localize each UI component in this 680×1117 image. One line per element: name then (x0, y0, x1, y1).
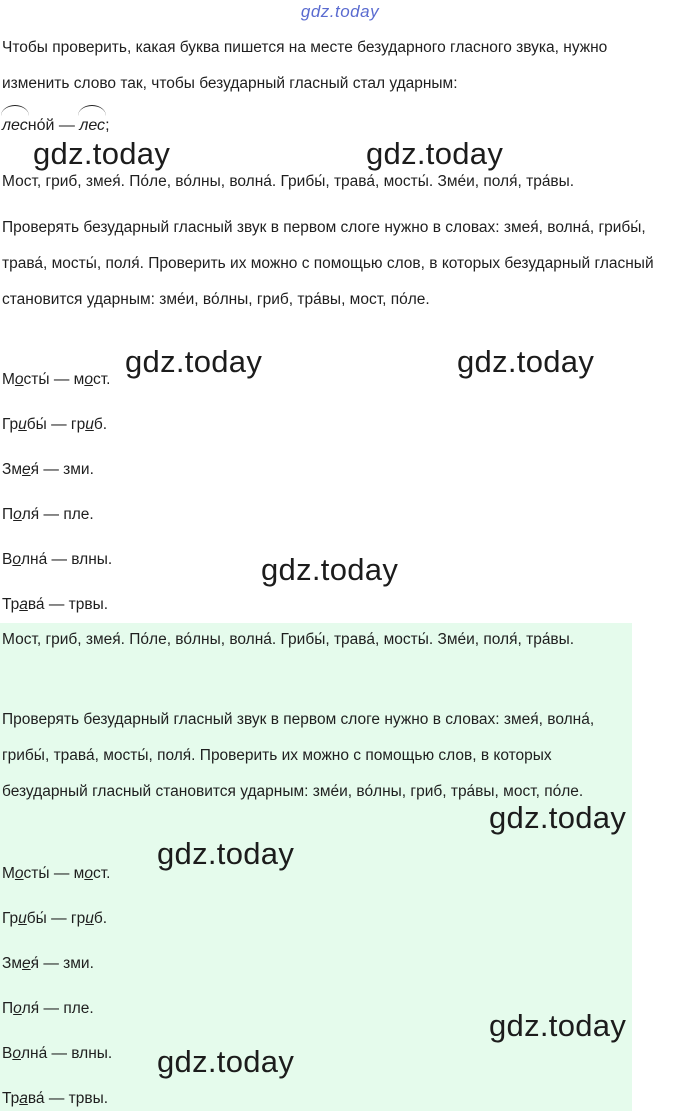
checked-vowel: о (12, 551, 21, 568)
checked-vowel: о (13, 1000, 22, 1017)
checked-vowel: а (19, 596, 28, 613)
checked-vowel: о (84, 371, 93, 388)
pair-text: П (2, 1000, 14, 1017)
checked-vowel: а (19, 1090, 28, 1107)
checked-vowel: и (85, 416, 94, 433)
pair-text: ва́ — трвы. (27, 1090, 109, 1107)
check-pair (2, 542, 112, 578)
intro-text: Чтобы проверить, какая буква пишется на месте безударного гласного звука, нужно изменить слово так, чтобы безударный гласный стал ударным: (2, 39, 608, 92)
checked-vowel: о (14, 371, 24, 388)
s2-explain: Проверять безударный гласный звук в первом слоге нужно в словах: змея́, волна́, грибы́, трава́, мосты́, поля́. Проверить их можно с помощью слов, в которых безударный гласный становится ударным: зме́и, во́лны, гриб, тра́вы, мост, по́ле. (2, 711, 595, 800)
pair-text: ва́ — трвы. (27, 596, 109, 613)
checked-vowel: и (85, 910, 94, 927)
pair-text: В (2, 551, 13, 568)
watermark: gdz.today (157, 836, 295, 871)
check-pair (2, 362, 110, 398)
watermark: gdz.today (489, 1008, 627, 1043)
pair-text: Тр (2, 596, 20, 613)
pair-text: Гр (2, 416, 19, 433)
pair-text: ля́ — пле. (21, 506, 94, 523)
check-pair (2, 901, 107, 937)
pair-text: ст. (92, 371, 111, 388)
pair-text: Зм (2, 461, 23, 478)
checked-vowel: и (18, 416, 27, 433)
pair-text: В (2, 1045, 13, 1062)
watermark: gdz.today (33, 136, 171, 171)
pair-text: лна́ — влны. (20, 551, 113, 568)
watermark: gdz.today (157, 1044, 295, 1079)
s1-words: Мост, гриб, змея́. По́ле, во́лны, волна́. Грибы́, трава́, мосты́. Зме́и, поля́, тра́вы. (2, 173, 575, 190)
pair-text: бы́ — гр (26, 416, 86, 433)
example-ending: но́й (27, 117, 55, 134)
checked-vowel: о (14, 865, 24, 882)
check-pair (2, 1081, 108, 1117)
check-pair (2, 587, 108, 623)
check-pair (2, 407, 107, 443)
example-end: ; (105, 117, 110, 134)
check-pair (2, 991, 94, 1027)
watermark: gdz.today (261, 552, 399, 587)
check-pair (2, 1036, 112, 1072)
check-pair (2, 946, 94, 982)
pair-text: ля́ — пле. (21, 1000, 94, 1017)
pair-text: б. (93, 416, 107, 433)
header-watermark: gdz.today (300, 2, 380, 21)
pair-text: Тр (2, 1090, 20, 1107)
pair-text: М (2, 371, 15, 388)
pair-text: сты́ — м (23, 865, 85, 882)
watermark: gdz.today (457, 344, 595, 379)
pair-text: я́ — зми. (30, 955, 94, 972)
example-dash: — (54, 117, 80, 134)
pair-text: сты́ — м (23, 371, 85, 388)
checked-vowel: о (84, 865, 93, 882)
root-mark-2: лес (79, 108, 105, 144)
check-pair (2, 497, 94, 533)
checked-vowel: е (22, 461, 31, 478)
pair-text: Гр (2, 910, 19, 927)
watermark: gdz.today (366, 136, 504, 171)
pair-text: я́ — зми. (30, 461, 94, 478)
checked-vowel: и (18, 910, 27, 927)
root-mark-1: лес (2, 108, 28, 144)
example-line (2, 108, 110, 144)
checked-vowel: о (12, 1045, 21, 1062)
pair-text: ст. (92, 865, 111, 882)
s2-words: Мост, гриб, змея́. По́ле, во́лны, волна́. Грибы́, трава́, мосты́. Зме́и, поля́, тра́вы. (2, 631, 575, 648)
pair-text: бы́ — гр (26, 910, 86, 927)
s1-explain: Проверять безударный гласный звук в первом слоге нужно в словах: змея́, волна́, грибы́, трава́, мосты́, поля́. Проверить их можно с помощью слов, в которых безударный гласный становится ударным: зме́и, во́лны, гриб, тра́вы, мост, по́ле. (2, 219, 654, 308)
watermark: gdz.today (489, 800, 627, 835)
pair-text: б. (93, 910, 107, 927)
check-pair (2, 856, 110, 892)
check-pair (2, 452, 94, 488)
pair-text: Зм (2, 955, 23, 972)
checked-vowel: о (13, 506, 22, 523)
pair-text: П (2, 506, 14, 523)
checked-vowel: е (22, 955, 31, 972)
pair-text: М (2, 865, 15, 882)
watermark: gdz.today (125, 344, 263, 379)
pair-text: лна́ — влны. (20, 1045, 113, 1062)
